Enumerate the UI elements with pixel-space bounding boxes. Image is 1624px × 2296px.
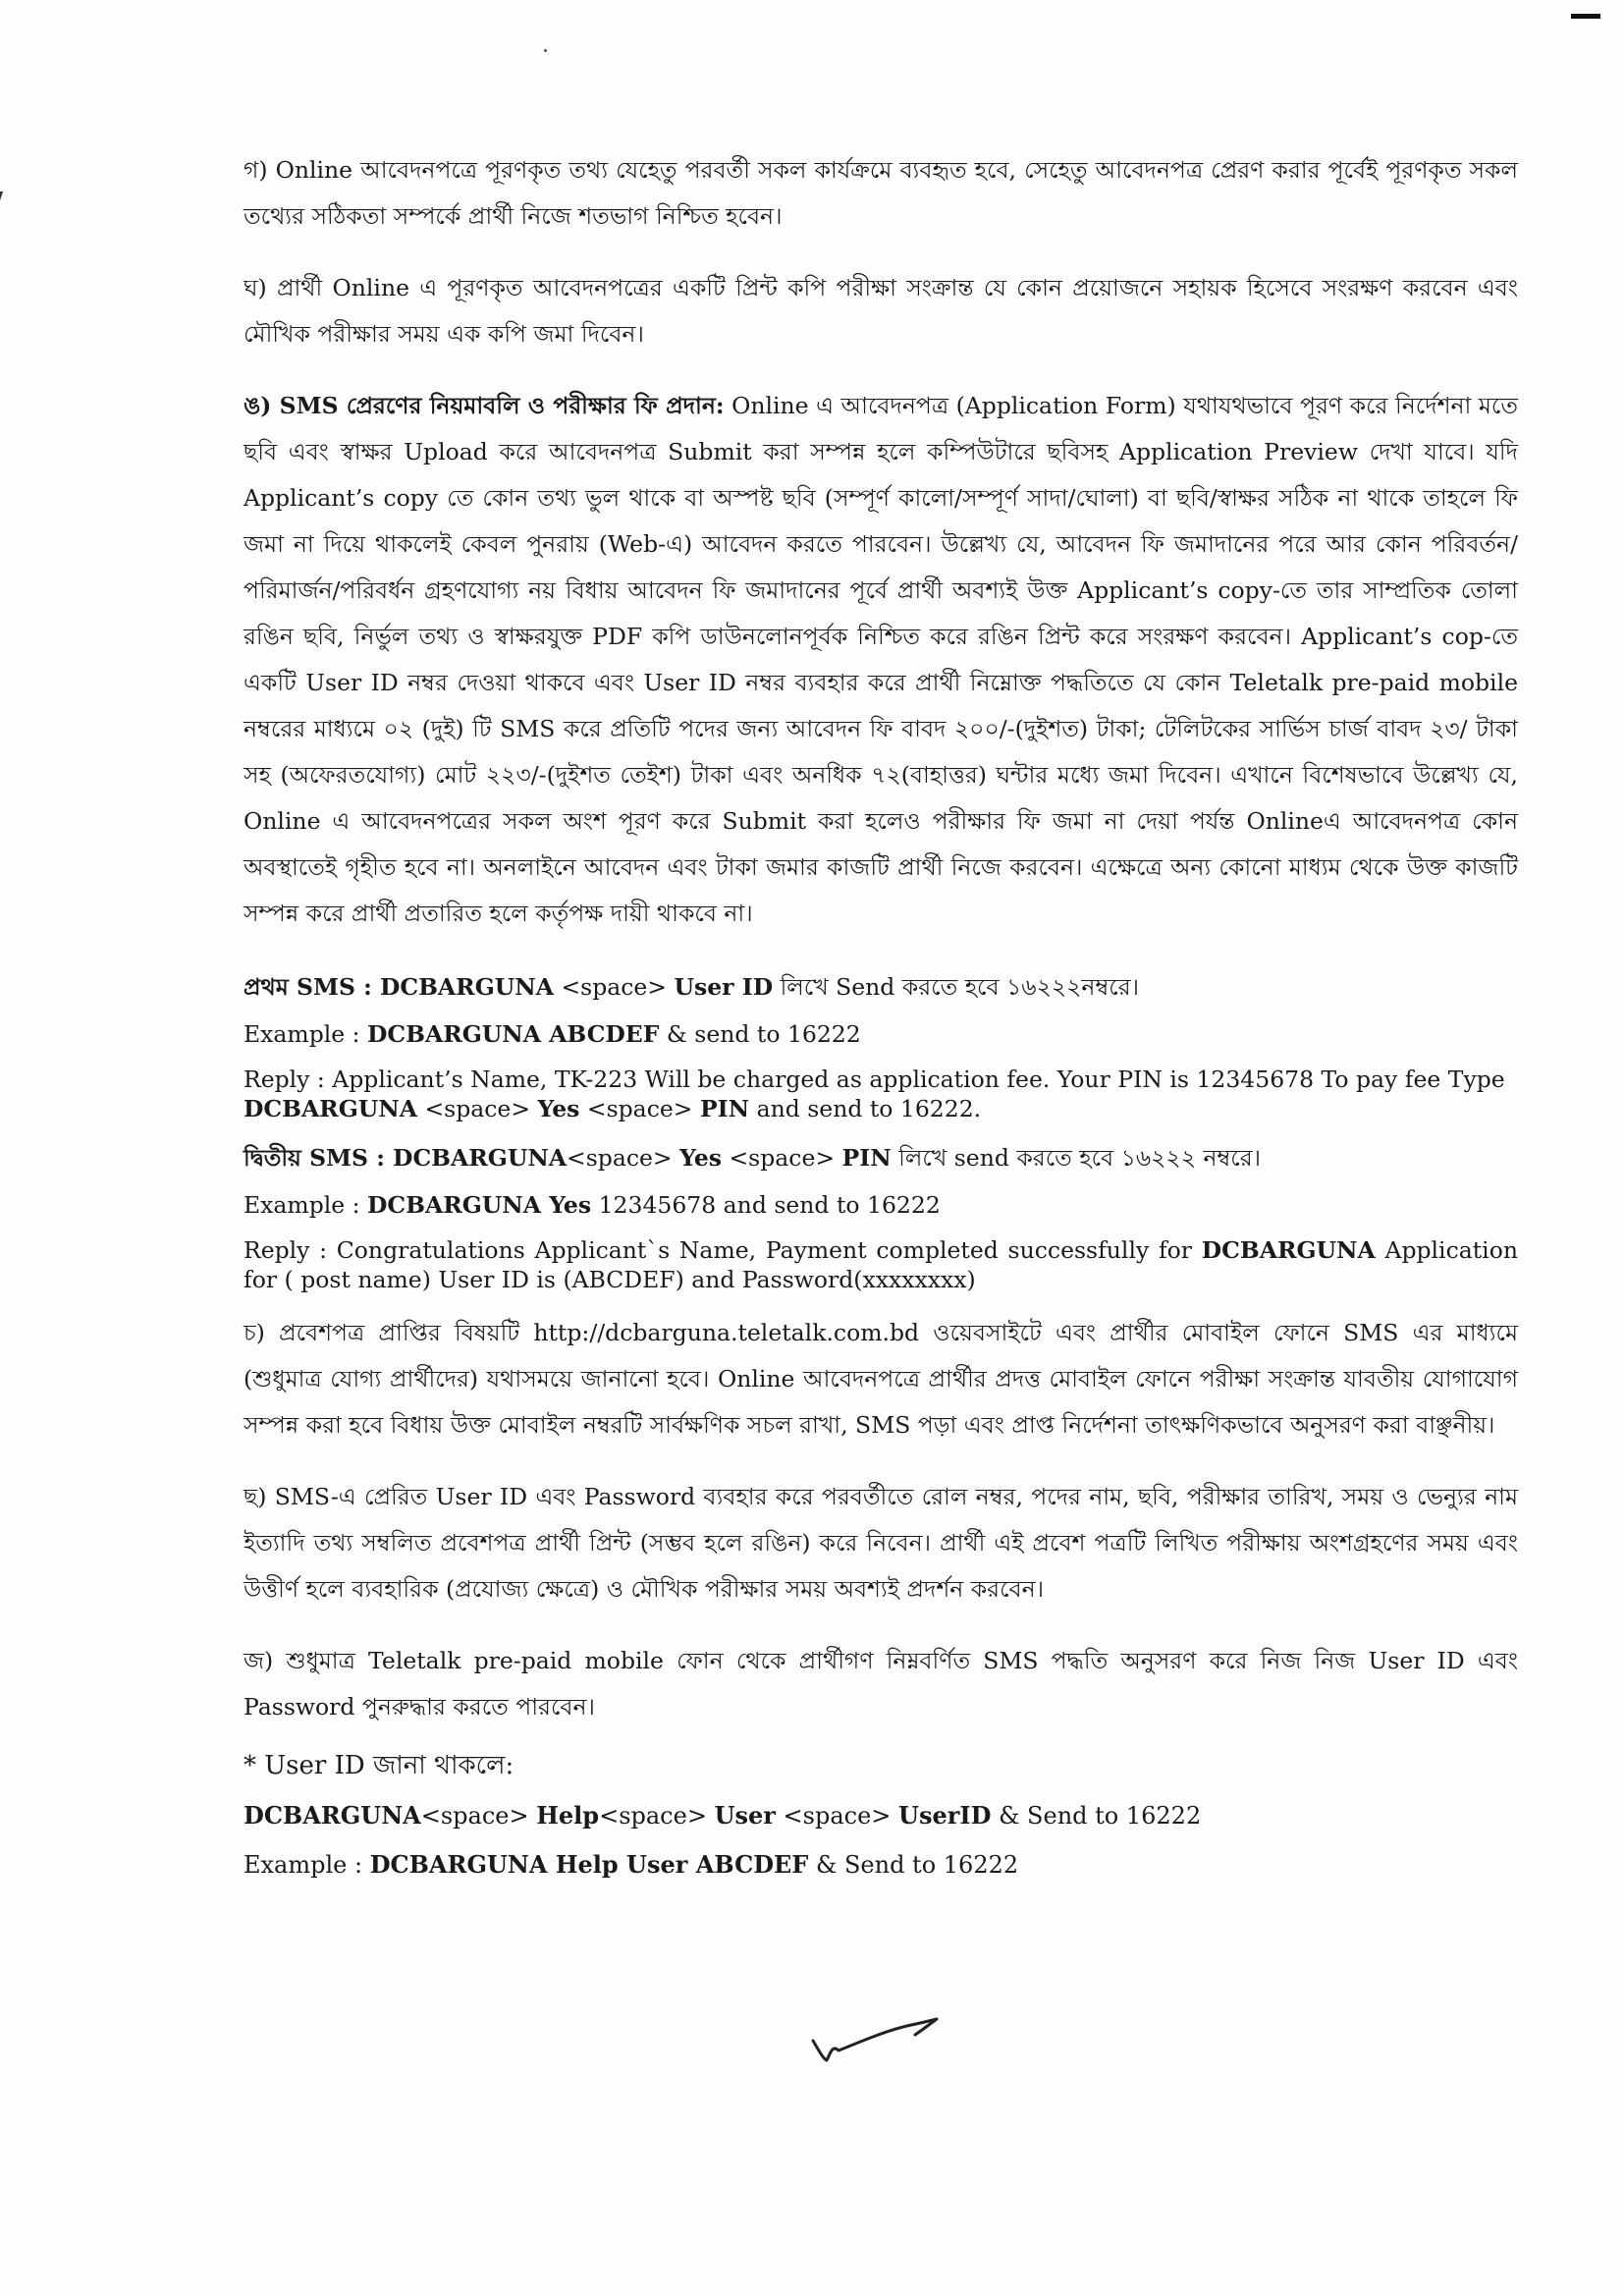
reply-2-line bbox=[244, 1235, 1518, 1294]
reply-2-text: Reply : Congratulations Applicant`s Name, Payment completed successfully for bbox=[244, 1236, 1202, 1264]
reply-1-tail: and send to 16222. bbox=[749, 1095, 982, 1122]
example-2-label: Example : bbox=[244, 1191, 368, 1219]
userid-known-heading: * User ID জানা থাকলে: bbox=[244, 1751, 514, 1780]
userid-recovery bbox=[244, 1748, 1518, 1884]
example-3-code: DCBARGUNA Help User ABCDEF bbox=[369, 1850, 809, 1879]
first-sms-label: প্রথম SMS : DCBARGUNA bbox=[244, 973, 554, 1001]
example-3-tail: & Send to 16222 bbox=[808, 1851, 1019, 1879]
reply-2-code: DCBARGUNA bbox=[1201, 1236, 1376, 1264]
first-sms-userid: User ID bbox=[674, 973, 774, 1001]
scan-edge-line bbox=[0, 191, 13, 260]
second-sms-space-a: <space> bbox=[567, 1144, 680, 1172]
signature-mark bbox=[805, 2011, 952, 2070]
second-sms-pin: PIN bbox=[841, 1144, 892, 1172]
example-1-code: DCBARGUNA ABCDEF bbox=[367, 1020, 660, 1048]
second-sms-space-b: <space> bbox=[722, 1144, 842, 1172]
second-sms-tail: লিখে send করতে হবে ১৬২২২ নম্বরে। bbox=[891, 1144, 1262, 1172]
sms-instructions bbox=[244, 970, 1518, 1294]
recovery-tail: & Send to 16222 bbox=[991, 1802, 1202, 1830]
example-1-label: Example : bbox=[244, 1020, 368, 1048]
document-body bbox=[244, 147, 1518, 1884]
page-corner-mark bbox=[1571, 14, 1600, 19]
paragraph-ga: গ) Online আবেদনপত্রে পূরণকৃত তথ্য যেহেতু পরবর্তী সকল কার্যক্রমে ব্যবহৃত হবে, সেহেতু আবেদনপত্র প্রেরণ করার পূর্বেই পূরণকৃত সকল তথ্যের সঠিকতা সম্পর্কে প্রার্থী নিজে শতভাগ নিশ্চিত হবেন। bbox=[244, 156, 1518, 230]
paragraph-umo-heading: ঙ) SMS প্রেরণের নিয়মাবলি ও পরীক্ষার ফি প্রদান: bbox=[244, 392, 725, 419]
reply-1-pin: PIN bbox=[699, 1095, 750, 1122]
paragraph-gha: ঘ) প্রার্থী Online এ পূরণকৃত আবেদনপত্রের একটি প্রিন্ট কপি পরীক্ষা সংক্রান্ত যে কোন প্রয়োজনে সহায়ক হিসেবে সংরক্ষণ করবেন এবং মৌখিক পরীক্ষার সময় এক কপি জমা দিবেন। bbox=[244, 274, 1518, 348]
first-sms-space: <space> bbox=[553, 973, 675, 1001]
second-sms-line bbox=[244, 1141, 1518, 1175]
reply-1-space-a: <space> bbox=[416, 1095, 538, 1122]
recovery-user: User bbox=[714, 1801, 776, 1830]
example-1-line bbox=[244, 1017, 1518, 1051]
recovery-userid: UserID bbox=[898, 1801, 992, 1830]
recovery-help: Help bbox=[536, 1801, 600, 1830]
reply-1-text: Reply : Applicant’s Name, TK-223 Will be charged as application fee. Your PIN is 12345678 To pay fee Type bbox=[244, 1066, 1505, 1093]
recovery-command-code: DCBARGUNA bbox=[244, 1801, 421, 1830]
second-sms-label: দ্বিতীয় SMS : DCBARGUNA bbox=[244, 1144, 568, 1172]
recovery-command-line bbox=[244, 1797, 1518, 1834]
example-2-line bbox=[244, 1188, 1518, 1222]
paragraph-chha: ছ) SMS-এ প্রেরিত User ID এবং Password ব্যবহার করে পরবর্তীতে রোল নম্বর, পদের নাম, ছবি, পরীক্ষার তারিখ, সময় ও ভেন্যুর নাম ইত্যাদি তথ্য সম্বলিত প্রবেশপত্র প্রার্থী প্রিন্ট (সম্ভব হলে রঙিন) করে নিবেন। প্রার্থী এই প্রবেশ পত্রটি লিখিত পরীক্ষায় অংশগ্রহণের সময় এবং উত্তীর্ণ হলে ব্যবহারিক (প্রযোজ্য ক্ষেত্রে) ও মৌখিক পরীক্ষার সময় অবশ্যই প্রদর্শন করবেন। bbox=[244, 1483, 1518, 1603]
recovery-space-c: <space> bbox=[775, 1802, 899, 1830]
reply-1-code: DCBARGUNA bbox=[244, 1095, 417, 1122]
reply-1-yes: Yes bbox=[537, 1095, 580, 1122]
example-1-tail: & send to 16222 bbox=[659, 1020, 861, 1048]
second-sms-yes: Yes bbox=[679, 1144, 723, 1172]
recovery-space-a: <space> bbox=[420, 1802, 537, 1830]
example-3-line bbox=[244, 1846, 1518, 1884]
paragraph-ja: জ) শুধুমাত্র Teletalk pre-paid mobile ফোন থেকে প্রার্থীগণ নিম্নবর্ণিত SMS পদ্ধতি অনুসরণ করে নিজ নিজ User ID এবং Password পুনরুদ্ধার করতে পারবেন। bbox=[244, 1647, 1518, 1721]
reply-2-tail: Application for ( post name) User ID is (ABCDEF) and Password(xxxxxxxx) bbox=[244, 1236, 1518, 1293]
paragraph-cha: চ) প্রবেশপত্র প্রাপ্তির বিষয়টি http://dcbarguna.teletalk.com.bd ওয়েবসাইটে এবং প্রার্থীর মোবাইল ফোনে SMS এর মাধ্যমে (শুধুমাত্র যোগ্য প্রার্থীদের) যথাসময়ে জানানো হবে। Online আবেদনপত্রে প্রার্থীর প্রদত্ত মোবাইল ফোনে পরীক্ষা সংক্রান্ত যাবতীয় যোগাযোগ সম্পন্ন করা হবে বিধায় উক্ত মোবাইল নম্বরটি সার্বক্ষণিক সচল রাখা, SMS পড়া এবং প্রাপ্ত নির্দেশনা তাৎক্ষণিকভাবে অনুসরণ করা বাঞ্ছনীয়। bbox=[244, 1319, 1518, 1439]
recovery-space-b: <space> bbox=[599, 1802, 715, 1830]
reply-1-space-b: <space> bbox=[579, 1095, 700, 1122]
example-2-code: DCBARGUNA Yes bbox=[367, 1191, 592, 1219]
first-sms-tail: লিখে Send করতে হবে ১৬২২২নম্বরে। bbox=[773, 973, 1140, 1001]
paragraph-umo-body: Online এ আবেদনপত্র (Application Form) যথাযথভাবে পূরণ করে নির্দেশনা মতে ছবি এবং স্বাক্ষর Upload করে আবেদনপত্র Submit করা সম্পন্ন হলে কম্পিউটারে ছবিসহ Application Preview দেখা যাবে। যদি Applicant’s copy তে কোন তথ্য ভুল থাকে বা অস্পষ্ট ছবি (সম্পূর্ণ কালো/সম্পূর্ণ সাদা/ঘোলা) বা ছবি/স্বাক্ষর সঠিক না থাকে তাহলে ফি জমা না দিয়ে থাকলেই কেবল পুনরায় (Web-এ) আবেদন করতে পারবেন। উল্লেখ্য যে, আবেদন ফি জমাদানের পরে আর কোন পরিবর্তন/পরিমার্জন/পরিবর্ধন গ্রহণযোগ্য নয় বিধায় আবেদন ফি জমাদানের পূর্বে প্রার্থী অবশ্যই উক্ত Applicant’s copy-তে তার সাম্প্রতিক তোলা রঙিন ছবি, নির্ভুল তথ্য ও স্বাক্ষরযুক্ত PDF কপি ডাউনলোনপূর্বক নিশ্চিত করে রঙিন প্রিন্ট করে সংরক্ষণ করবেন। Applicant’s cop-তে একটি User ID নম্বর দেওয়া থাকবে এবং User ID নম্বর ব্যবহার করে প্রার্থী নিম্নোক্ত পদ্ধতিতে যে কোন Teletalk pre-paid mobile নম্বরের মাধ্যমে ০২ (দুই) টি SMS করে প্রতিটি পদের জন্য আবেদন ফি বাবদ ২০০/-(দুইশত) টাকা; টেলিটকের সার্ভিস চার্জ বাবদ ২৩/ টাকা সহ (অফেরতযোগ্য) মোট ২২৩/-(দুইশত তেইশ) টাকা এবং অনধিক ৭২(বাহাত্তর) ঘন্টার মধ্যে জমা দিবেন। এখানে বিশেষভাবে উল্লেখ্য যে, Online এ আবেদনপত্রের সকল অংশ পূরণ করে Submit করা হলেও পরীক্ষার ফি জমা না দেয়া পর্যন্ত Onlineএ আবেদনপত্র কোন অবস্থাতেই গৃহীত হবে না। অনলাইনে আবেদন এবং টাকা জমার কাজটি প্রার্থী নিজে করবেন। এক্ষেত্রে অন্য কোনো মাধ্যম থেকে উক্ত কাজটি সম্পন্ন করে প্রার্থী প্রতারিত হলে কর্তৃপক্ষ দায়ী থাকবে না। bbox=[244, 392, 1518, 927]
reply-1-line bbox=[244, 1065, 1518, 1123]
paragraph-umo bbox=[244, 383, 1518, 937]
example-3-label: Example : bbox=[244, 1851, 370, 1879]
scan-speck bbox=[544, 49, 547, 52]
example-2-tail: 12345678 and send to 16222 bbox=[591, 1191, 941, 1219]
first-sms-line bbox=[244, 970, 1518, 1004]
